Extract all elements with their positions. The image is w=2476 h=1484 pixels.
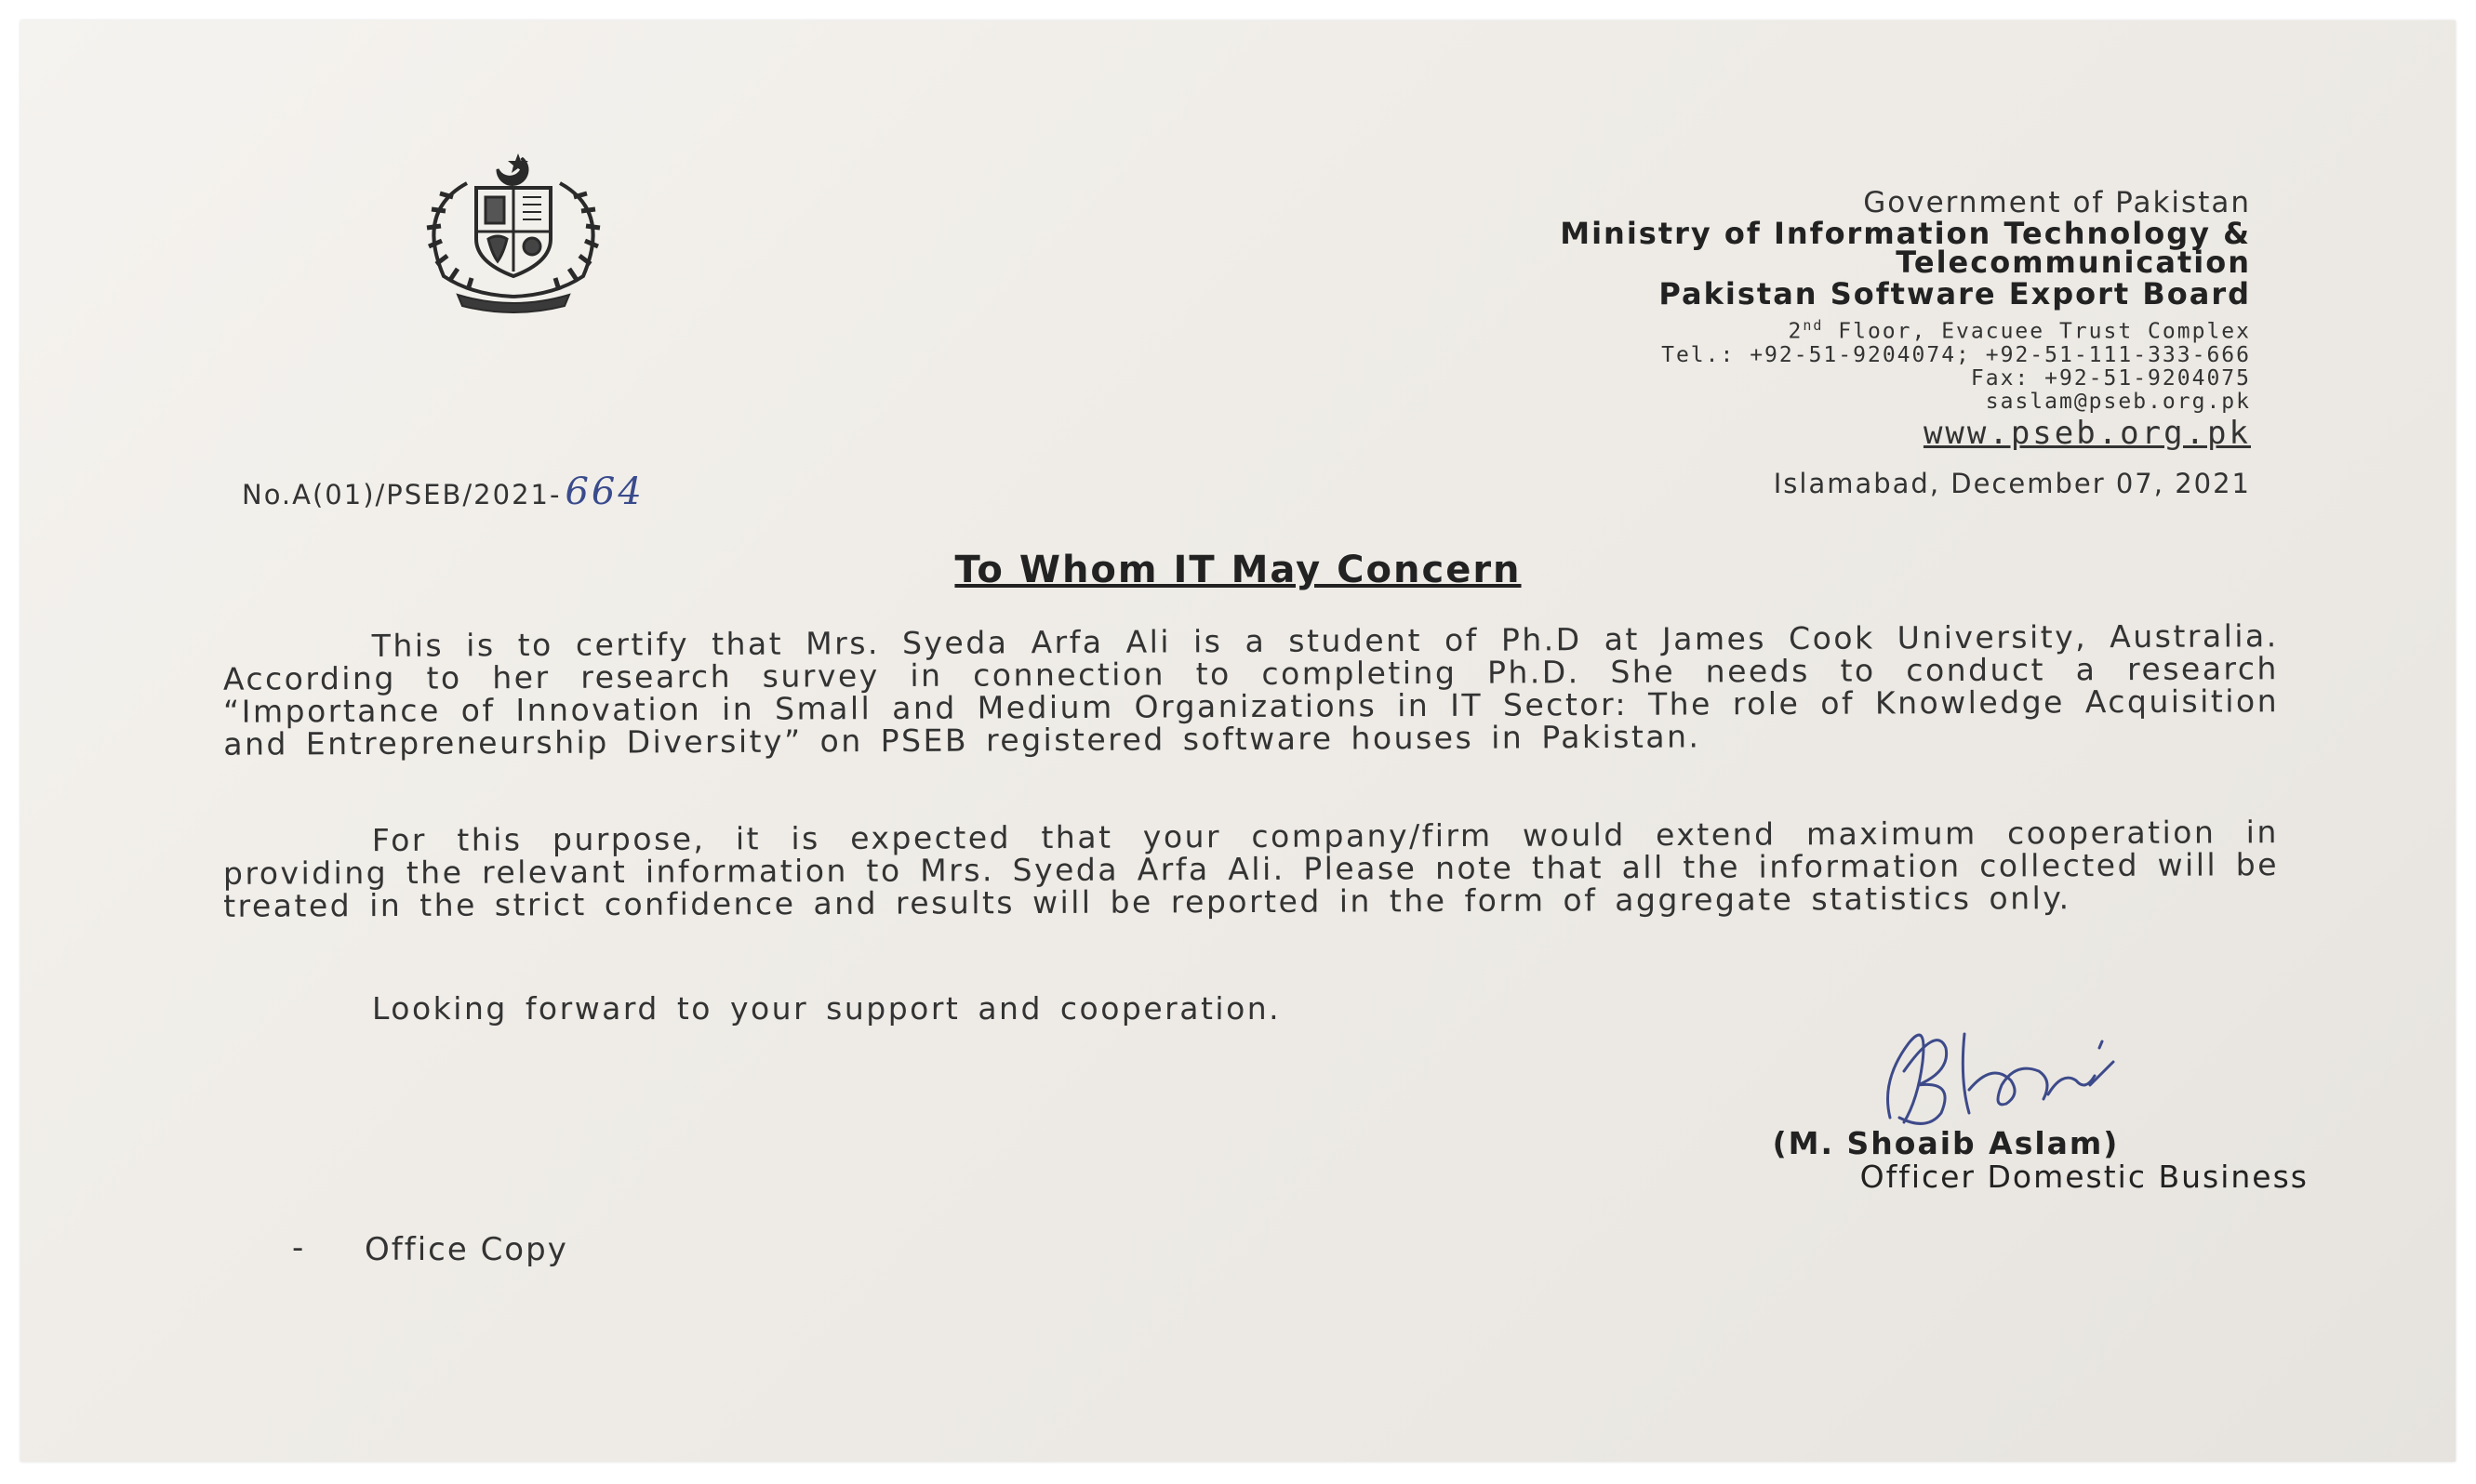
address-floor: 2 bbox=[1788, 319, 1804, 344]
signer-name: (M. Shoaib Aslam) bbox=[1772, 1125, 2120, 1161]
paragraph-3-text: Looking forward to your support and cooperation. bbox=[372, 990, 1282, 1027]
reference-number bbox=[242, 470, 645, 513]
state-emblem-icon bbox=[379, 146, 648, 313]
government-name: Government of Pakistan bbox=[1863, 186, 2251, 219]
website-link[interactable]: www.pseb.org.pk bbox=[1923, 414, 2251, 452]
board-name: Pakistan Software Export Board bbox=[1658, 276, 2251, 311]
letter-date: Islamabad, December 07, 2021 bbox=[1773, 468, 2251, 499]
ministry-name-line2: Telecommunication bbox=[1896, 245, 2251, 280]
fax: Fax: +92-51-9204075 bbox=[1970, 365, 2251, 391]
ministry-name-line1: Ministry of Information Technology & bbox=[1560, 216, 2251, 251]
reference-printed: No.A(01)/PSEB/2021- bbox=[242, 479, 562, 510]
letter-subject: To Whom IT May Concern bbox=[954, 549, 1522, 591]
letterhead bbox=[1135, 186, 2251, 453]
body-paragraph-2 bbox=[223, 815, 2279, 922]
email: saslam@pseb.org.pk bbox=[1985, 389, 2251, 414]
paragraph-2-text: For this purpose, it is expected that your company/firm would extend maximum cooperation in providing the relevant information to Mrs. Syeda Arfa Ali. Please note that all the information collected will be treated in the strict confidence and results will be reported in the form of aggregate statistics only. bbox=[222, 814, 2280, 924]
address-rest: Floor, Evacuee Trust Complex bbox=[1823, 319, 2251, 344]
office-copy-label: Office Copy bbox=[365, 1231, 568, 1268]
address bbox=[1135, 314, 2251, 344]
telephone: Tel.: +92-51-9204074; +92-51-111-333-666 bbox=[1661, 342, 2251, 367]
office-copy-dash: - bbox=[292, 1229, 304, 1266]
signer-title: Officer Domestic Business bbox=[1859, 1159, 2309, 1195]
address-floor-suffix: nd bbox=[1803, 317, 1824, 334]
reference-handwritten: 664 bbox=[565, 470, 645, 513]
body-paragraph-1 bbox=[223, 619, 2280, 761]
letter-paper bbox=[20, 20, 2456, 1462]
paragraph-1-text: This is to certify that Mrs. Syeda Arfa Ali is a student of Ph.D at James Cook University, Australia. According to her research survey in connection to completing Ph.D. She needs to conduct a research “Importance of Innovation in Small and Medium Organizations in IT Sector: The role of Knowledge Acquisition and Entrepreneurship Diversity” on PSEB registered software houses in Pakistan. bbox=[222, 617, 2280, 762]
